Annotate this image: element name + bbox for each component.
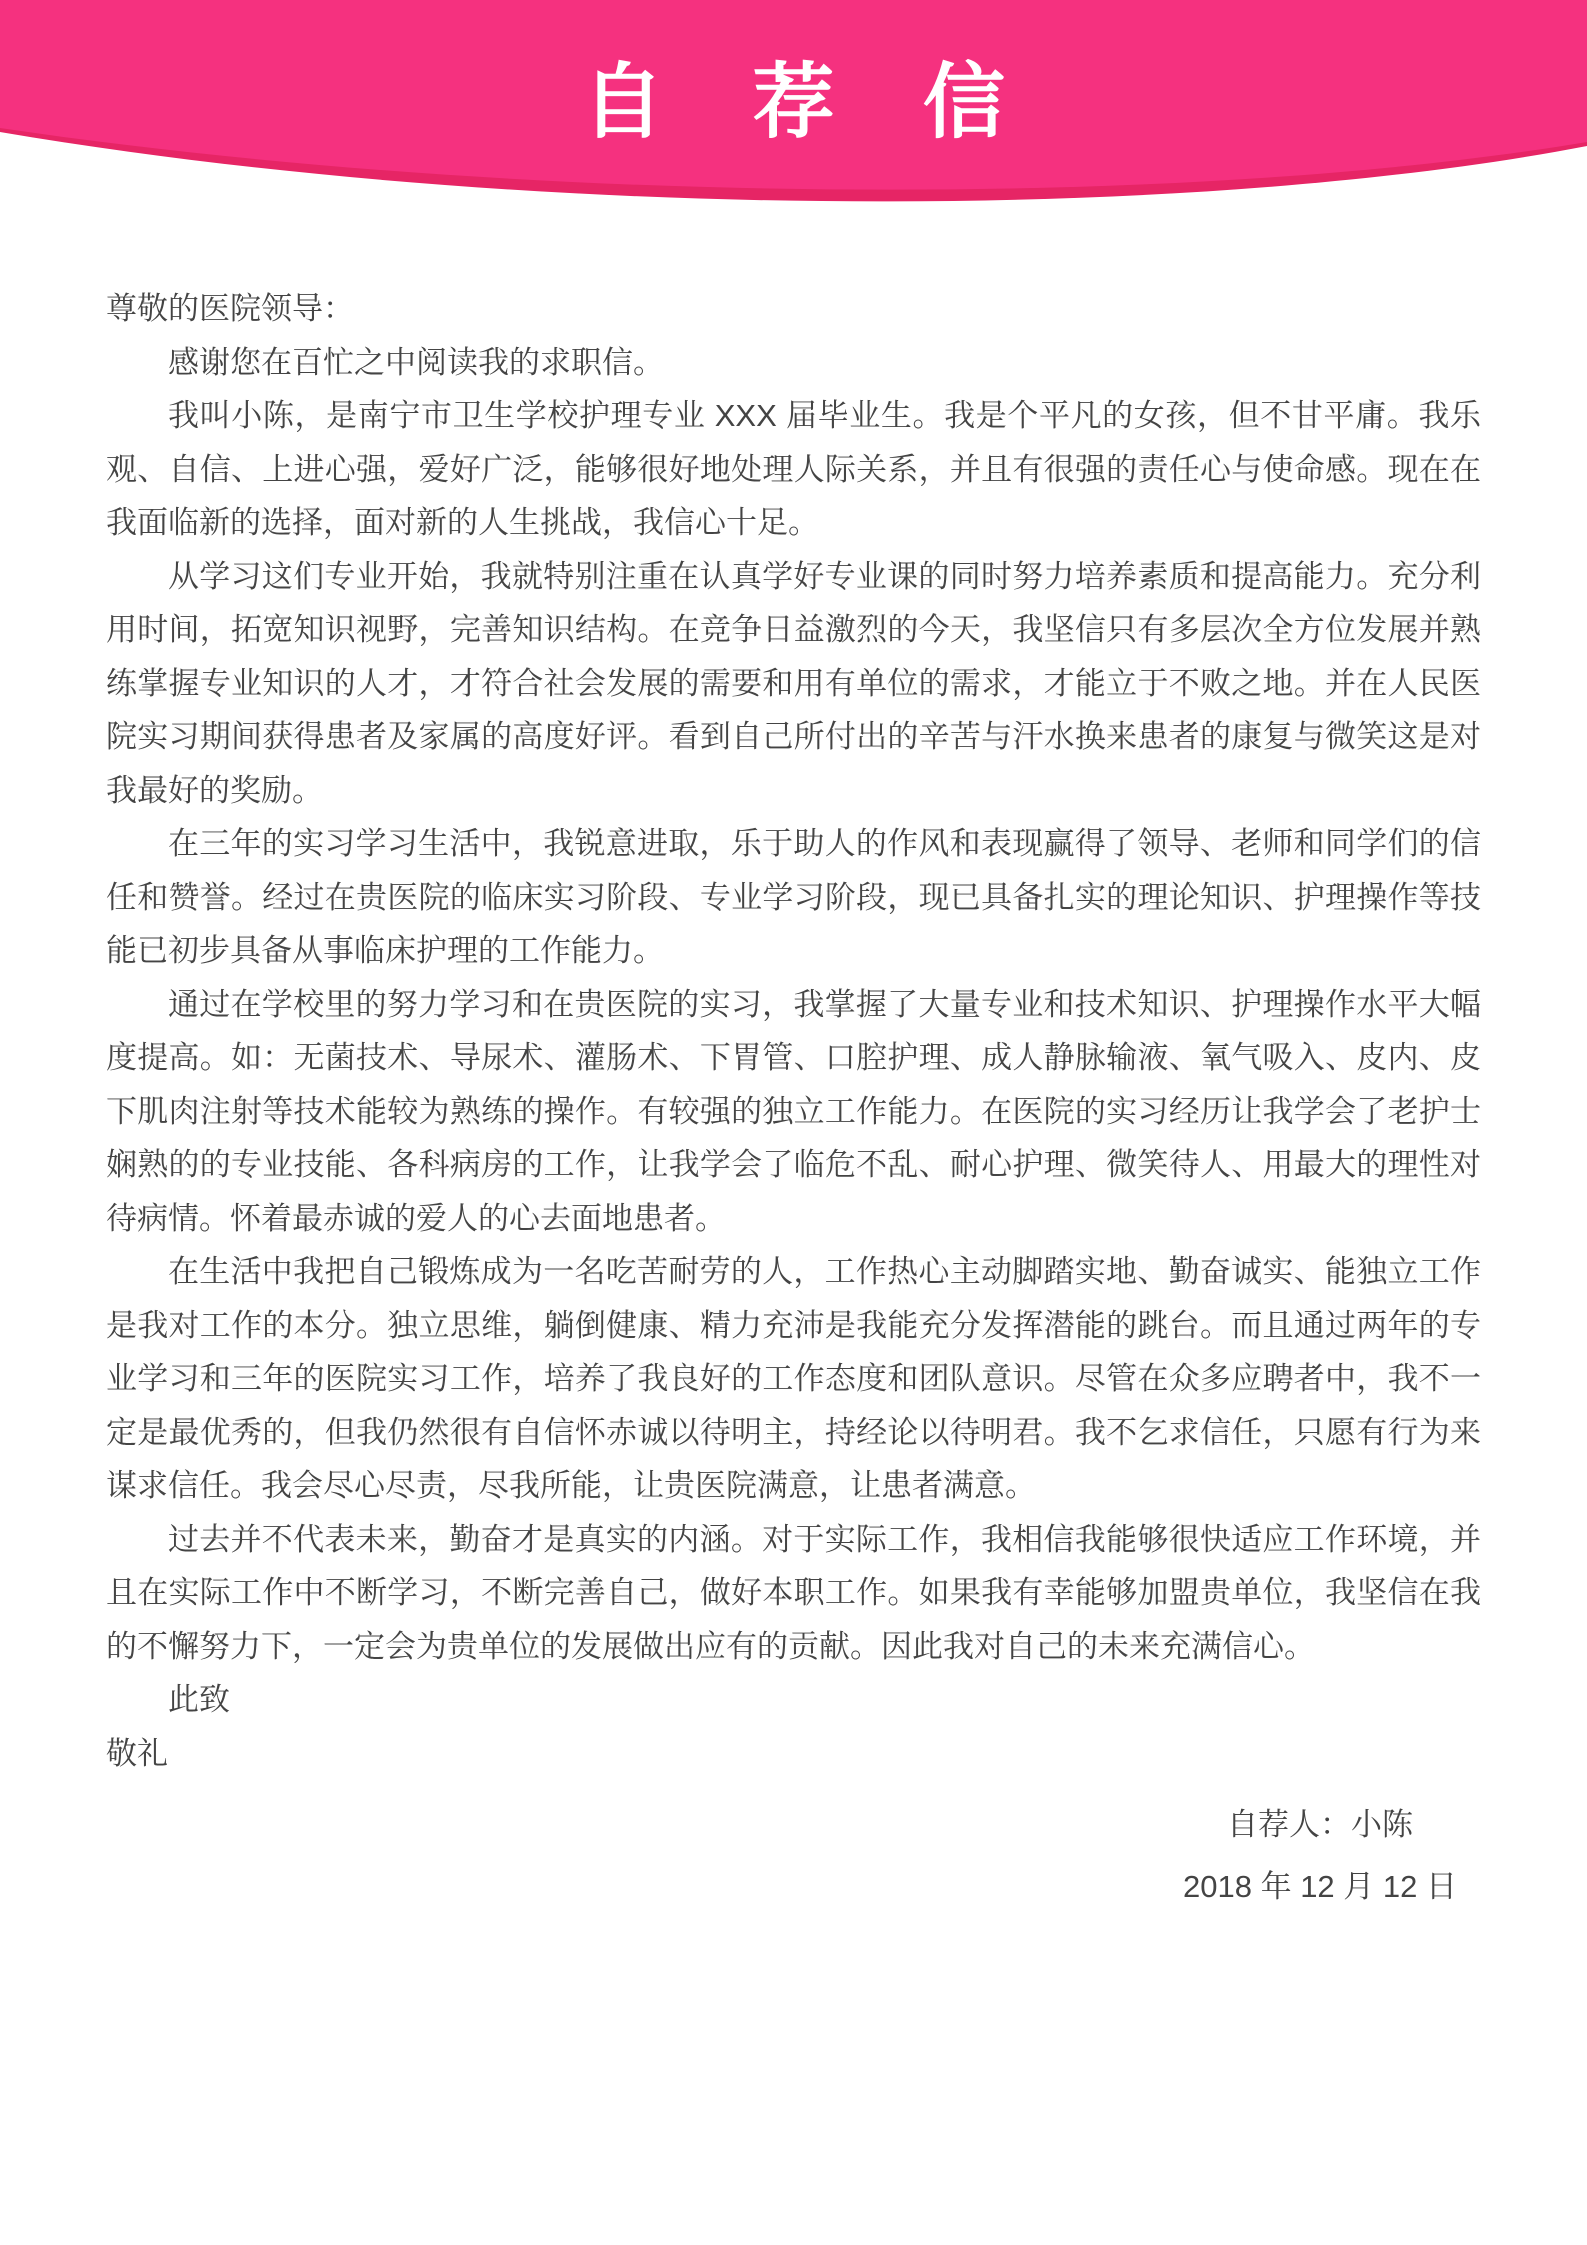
paragraph-intro: 我叫小陈，是南宁市卫生学校护理专业 XXX 届毕业生。我是个平凡的女孩，但不甘平庸。我乐观、自信、上进心强，爱好广泛，能够很好地处理人际关系，并且有很强的责任心与使命感。现在在我面临新的选择，面对新的人生挑战，我信心十足。 [106,398,1481,540]
closing-jingli: 敬礼 [106,1735,168,1771]
header-banner [0,0,1587,232]
signature-date: 2018 年 12 月 12 日 [1183,1869,1457,1904]
paragraph-internship: 在三年的实习学习生活中，我锐意进取，乐于助人的作风和表现赢得了领导、老师和同学们的信任和赞誉。经过在贵医院的临床实习阶段、专业学习阶段，现已具备扎实的理论知识、护理操作等技能已初步具备从事临床护理的工作能力。 [106,826,1481,968]
paragraph-future: 过去并不代表未来，勤奋才是真实的内涵。对于实际工作，我相信我能够很快适应工作环境，并且在实际工作中不断学习，不断完善自己，做好本职工作。如果我有幸能够加盟贵单位，我坚信在我的不懈努力下，一定会为贵单位的发展做出应有的贡献。因此我对自己的未来充满信心。 [106,1521,1481,1664]
page-title: 自 荐 信 [582,57,1038,148]
paragraph-study: 从学习这们专业开始，我就特别注重在认真学好专业课的同时努力培养素质和提高能力。充分利用时间，拓宽知识视野，完善知识结构。在竞争日益激烈的今天，我坚信只有多层次全方位发展并熟练掌握专业知识的人才，才符合社会发展的需要和用有单位的需求，才能立于不败之地。并在人民医院实习期间获得患者及家属的高度好评。看到自己所付出的辛苦与汗水换来患者的康复与微笑这是对我最好的奖励。 [106,558,1481,808]
paragraph-thanks: 感谢您在百忙之中阅读我的求职信。 [168,344,664,380]
paragraph-character: 在生活中我把自己锻炼成为一名吃苦耐劳的人，工作热心主动脚踏实地、勤奋诚实、能独立工作是我对工作的本分。独立思维，躺倒健康、精力充沛是我能充分发挥潜能的跳台。而且通过两年的专业学习和三年的医院实习工作，培养了我良好的工作态度和团队意识。尽管在众多应聘者中，我不一定是最优秀的，但我仍然很有自信怀赤诚以待明主，持经论以待明君。我不乞求信任，只愿有行为来谋求信任。我会尽心尽责，尽我所能，让贵医院满意，让患者满意。 [106,1254,1481,1503]
paragraph-skills: 通过在学校里的努力学习和在贵医院的实习，我掌握了大量专业和技术知识、护理操作水平大幅度提高。如：无菌技术、导尿术、灌肠术、下胃管、口腔护理、成人静脉输液、氧气吸入、皮内、皮下肌肉注射等技术能较为熟练的操作。有较强的独立工作能力。在医院的实习经历让我学会了老护士娴熟的的专业技能、各科病房的工作，让我学会了临危不乱、耐心护理、微笑待人、用最大的理性对待病情。怀着最赤诚的爱人的心去面地患者。 [106,986,1481,1236]
signature-name: 自荐人：小陈 [1227,1807,1413,1842]
closing-cizhi: 此致 [168,1682,230,1717]
salutation: 尊敬的医院领导： [106,291,354,326]
signature-block [1183,1796,1457,1916]
letter-body [0,282,1587,1916]
